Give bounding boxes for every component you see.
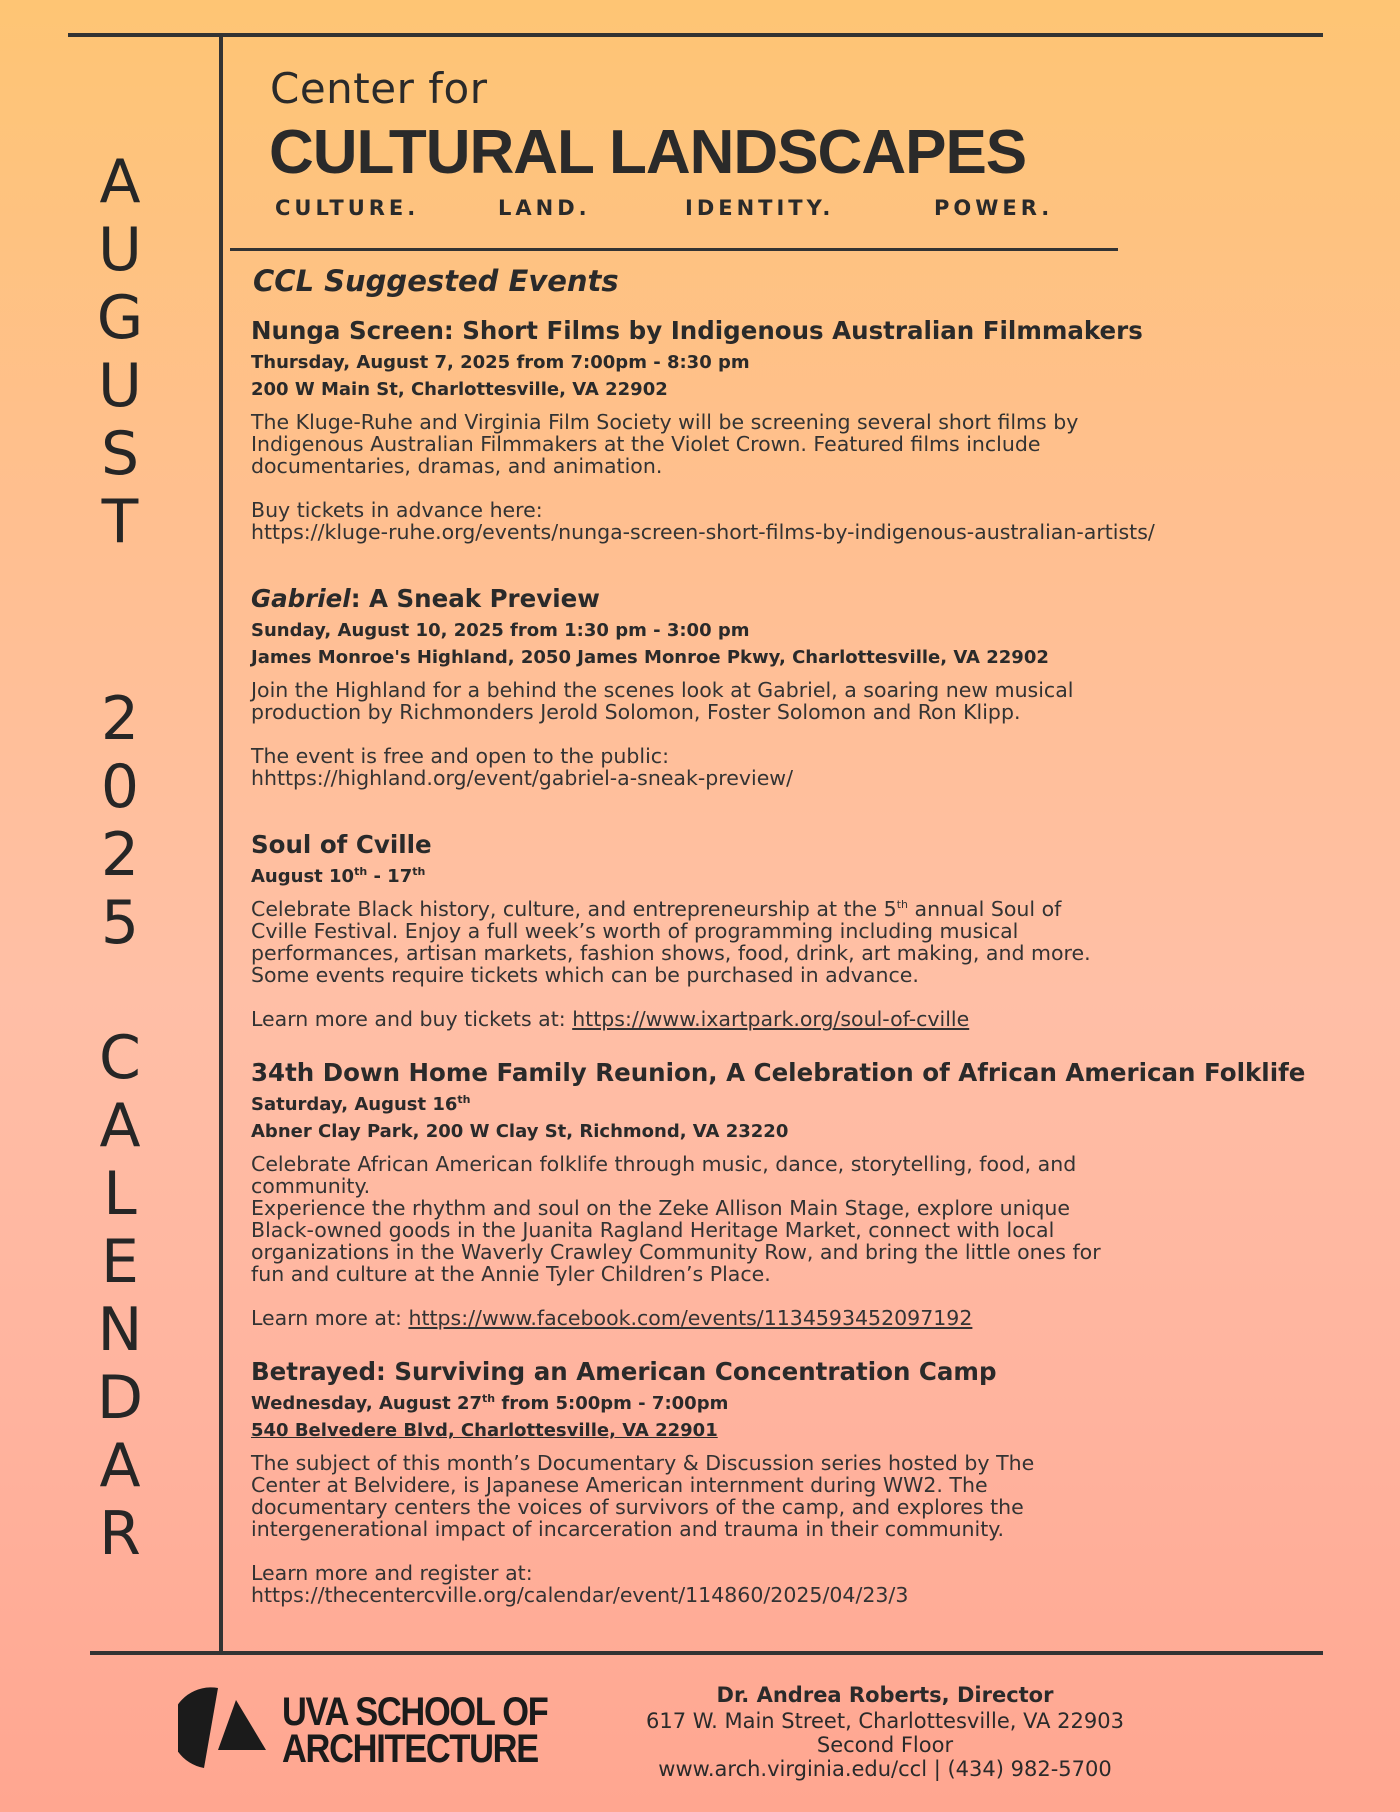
year-digit: 5 <box>100 888 140 958</box>
calendar-letter: R <box>99 1499 141 1569</box>
event-title: Nunga Screen: Short Films by Indigenous Australian Filmmakers <box>251 316 1143 345</box>
event-title: Soul of Cville <box>251 830 432 859</box>
date-text: August 10 <box>251 866 355 887</box>
address-line1: 617 W. Main Street, Charlottesville, VA 22903 <box>646 1709 1124 1733</box>
uva-architecture-logo-icon <box>178 1686 270 1770</box>
event-title: 34th Down Home Family Reunion, A Celebration of African American Folklife <box>251 1058 1306 1087</box>
event-location: James Monroe's Highland, 2050 James Monroe Pkwy, Charlottesville, VA 22902 <box>251 647 1049 668</box>
month-letter: S <box>100 419 140 489</box>
vertical-calendar <box>75 1024 165 1568</box>
event-link[interactable]: https://thecentercville.org/calendar/event/114860/2025/04/23/3 <box>251 1583 909 1607</box>
header-pretitle: Center for <box>270 64 488 113</box>
event-link-label: Buy tickets in advance here: <box>251 498 543 522</box>
event-location: 200 W Main St, Charlottesville, VA 22902 <box>251 379 668 400</box>
header-rule <box>230 248 1118 251</box>
event-gabriel <box>251 581 1381 789</box>
event-betrayed <box>251 1354 1381 1606</box>
calendar-letter: E <box>101 1227 139 1297</box>
event-title-italic: Gabriel <box>251 584 351 613</box>
event-title-rest: : A Sneak Preview <box>350 584 600 613</box>
event-link-label: The event is free and open to the public: <box>251 744 669 768</box>
event-link-row <box>251 1307 1381 1329</box>
event-description: The subject of this month’s Documentary & Discussion series hosted by The Center at Belvidere, is Japanese American internment during WW2. The documentary centers the voices of survivors of the camp, and explores the intergenerational impact of incarceration and trauma in their community. <box>251 1451 1035 1541</box>
event-description: Join the Highland for a behind the scenes look at Gabriel, a soaring new musical production by Richmonders Jerold Solomon, Foster Solomon and Ron Klipp. <box>251 678 1074 724</box>
event-description <box>251 898 1381 986</box>
school-name-line2: ARCHITECTURE <box>282 1727 538 1771</box>
event-link-label: Learn more and register at: <box>251 1561 533 1585</box>
events-list <box>251 313 1381 1606</box>
address-line2: Second Floor <box>816 1733 954 1757</box>
vertical-month <box>75 148 165 556</box>
event-link-label: Learn more at: <box>251 1306 409 1330</box>
ordinal-suffix: th <box>896 898 908 912</box>
event-location: Abner Clay Park, 200 W Clay St, Richmond, VA 23220 <box>251 1121 789 1142</box>
event-link[interactable]: hhttps://highland.org/event/gabriel-a-sneak-preview/ <box>251 766 793 790</box>
calendar-letter: A <box>99 1431 141 1501</box>
year-digit: 2 <box>100 684 140 754</box>
date-text: from 5:00pm - 7:00pm <box>495 1393 729 1414</box>
event-date <box>251 1091 1381 1118</box>
vertical-year <box>75 685 165 957</box>
event-link-row <box>251 1008 1381 1030</box>
event-date: Sunday, August 10, 2025 from 1:30 pm - 3:00 pm <box>251 620 750 641</box>
event-nunga-screen <box>251 313 1381 543</box>
web-phone[interactable]: www.arch.virginia.edu/ccl | (434) 982-5700 <box>658 1757 1112 1781</box>
month-letter: G <box>96 283 144 353</box>
event-description: The Kluge-Ruhe and Virginia Film Society will be screening several short films by Indigenous Australian Filmmakers at the Violet Crown. Featured films include documentaries, dramas, and animation. <box>251 410 1079 478</box>
school-name-line1: UVA SCHOOL OF <box>282 1690 548 1734</box>
month-letter: A <box>99 147 141 217</box>
event-date: Thursday, August 7, 2025 from 7:00pm - 8:30 pm <box>251 352 750 373</box>
event-soul-of-cville <box>251 827 1381 1030</box>
tagline-identity: IDENTITY. <box>685 196 835 220</box>
contact-block <box>600 1681 1170 1781</box>
event-description: Celebrate African American folklife through music, dance, storytelling, food, and community. Experience the rhythm and soul on the Zeke Allison Main Stage, explore unique Black-owned goods in the Juanita Ragland Heritage Market, connect with local organizations in the Waverly Crawley Community Row, and bring the little ones for fun and culture at the Annie Tyler Children’s Place. <box>251 1152 1101 1286</box>
calendar-letter: D <box>96 1363 144 1433</box>
date-suffix: th <box>457 1093 471 1106</box>
event-title <box>251 581 1381 617</box>
date-suffix: th <box>482 1392 496 1405</box>
director-name: Dr. Andrea Roberts, Director <box>716 1683 1054 1707</box>
month-letter: T <box>101 487 139 557</box>
month-letter: U <box>98 215 142 285</box>
vertical-rule <box>219 37 223 1652</box>
event-link[interactable]: https://www.ixartpark.org/soul-of-cville <box>572 1007 970 1031</box>
event-location[interactable]: 540 Belvedere Blvd, Charlottesville, VA 22901 <box>251 1420 718 1441</box>
bottom-rule <box>90 1651 1323 1655</box>
event-date <box>251 1390 1381 1417</box>
section-title: CCL Suggested Events <box>253 264 619 298</box>
date-suffix: th <box>354 865 368 878</box>
date-text: Saturday, August 16 <box>251 1094 458 1115</box>
event-link-label: Learn more and buy tickets at: <box>251 1007 573 1031</box>
calendar-letter: C <box>99 1023 141 1093</box>
calendar-letter: N <box>97 1295 143 1365</box>
year-digit: 2 <box>100 820 140 890</box>
header-title: CULTURAL LANDSCAPES <box>269 118 1027 187</box>
calendar-letter: A <box>99 1091 141 1161</box>
description-text: Celebrate Black history, culture, and entrepreneurship at the 5 <box>251 897 897 921</box>
event-title: Betrayed: Surviving an American Concentration Camp <box>251 1357 997 1386</box>
tagline-land: LAND. <box>498 196 591 220</box>
tagline-culture: CULTURE. <box>275 196 420 220</box>
date-text: - 17 <box>367 866 413 887</box>
tagline-power: POWER. <box>934 196 1054 220</box>
event-link[interactable]: https://www.facebook.com/events/1134593452097192 <box>408 1306 973 1330</box>
description-text: annual Soul of Cville Festival. Enjoy a full week’s worth of programming including musical performances, artisan markets, fashion shows, food, drink, art making, and more. Some events require tickets which can be purchased in advance. <box>251 897 1091 987</box>
date-suffix: th <box>412 865 426 878</box>
event-down-home-reunion <box>251 1055 1381 1329</box>
calendar-letter: L <box>103 1159 137 1229</box>
top-rule <box>68 33 1323 37</box>
event-date <box>251 863 1381 890</box>
year-digit: 0 <box>100 752 140 822</box>
date-text: Wednesday, August 27 <box>251 1393 483 1414</box>
event-link[interactable]: https://kluge-ruhe.org/events/nunga-screen-short-films-by-indigenous-australian-artists/ <box>251 520 1155 544</box>
month-letter: U <box>98 351 142 421</box>
